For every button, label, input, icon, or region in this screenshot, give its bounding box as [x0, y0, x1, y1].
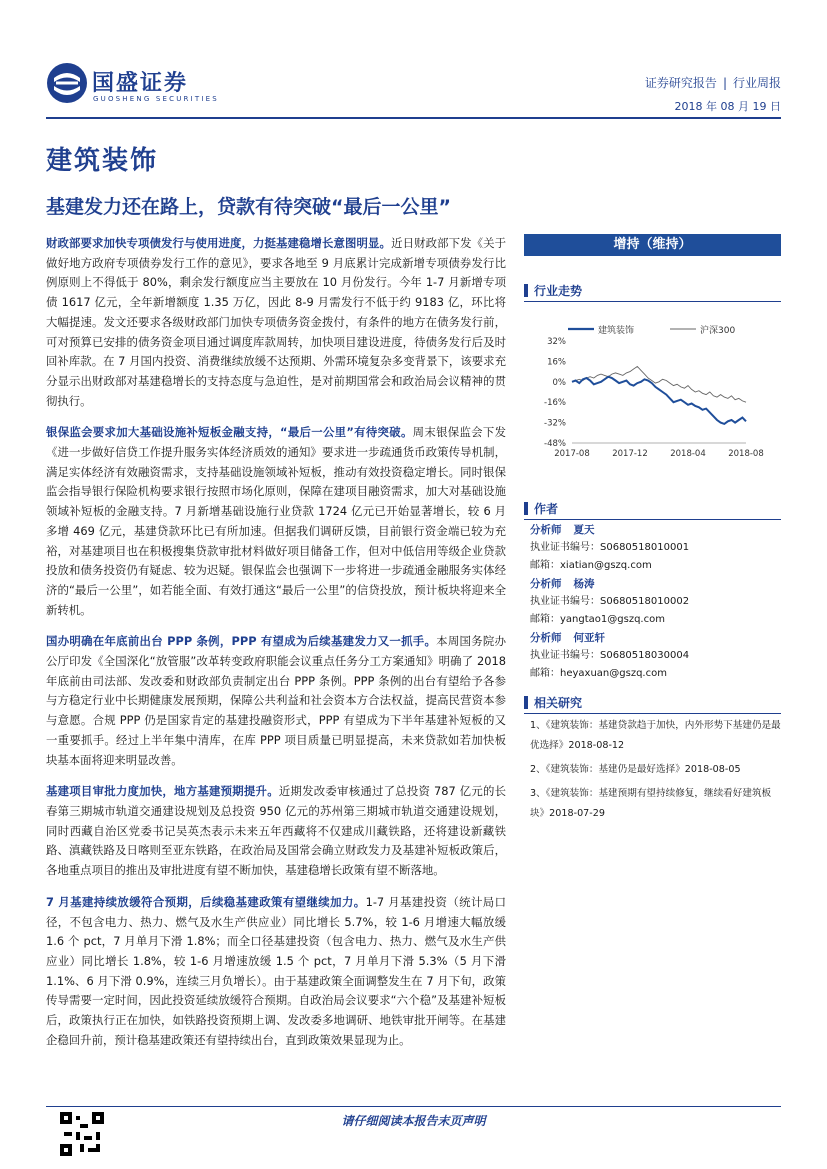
paragraph-lead: 7 月基建持续放缓符合预期，后续稳基建政策有望继续加力。 — [46, 894, 366, 909]
paragraph-body: 1-7 月基建投资（统计局口径，不包含电力、热力、燃气及水生产供应业）同比增长 5.7%，较 1-6 月增速大幅放缓 1.6 个 pct，7 月单月下滑 1.8%；而全口径基建投资（包含电力、热力、燃气及水生产供应业）同比增长 1.8%，较 1-6 月增速放缓 1.5 个 pct，7 月单月下滑 5.3%（5 月下滑 1.1%、6 月下滑 0.9%，连续三月负增长）。由于基建政策全面调整发生在 7 月下旬，政策传导需要一定时间，因此投资延续放缓符合预期。自政治局会议要求“六个稳”及基建补短板后，政策执行正在加快，如铁路投资预期上调、发改委多地调研、地铁审批开闸等。在基建企稳回升前，预计稳基建政策还有望持续出台，直到政策效果显现为止。 — [46, 894, 506, 1047]
author-role: 分析师 — [530, 578, 562, 590]
related-item[interactable]: 3、《建筑装饰：基建预期有望持续修复，继续看好建筑板块》2018-07-29 — [530, 788, 772, 819]
heading-underline — [524, 713, 781, 714]
author-name-row — [530, 575, 780, 593]
report-body — [46, 234, 506, 1062]
authors-heading-label: 作者 — [534, 502, 559, 516]
author-name: 何亚轩 — [573, 632, 605, 644]
author-block — [530, 575, 780, 629]
paragraph-body: 周末银保监会下发《进一步做好信贷工作提升服务实体经济质效的通知》要求进一步疏通货币政策传导机制，满足实体经济有效融资需求，支持基础设施领域补短板，推动有效投资稳定增长。同时银保监会指导银行保险机构要求银行按照市场化原则，保障在建项目融资需求，加大对基础设施领域补短板的金融支持。7 月新增基础设施行业贷款 1724 亿元已开始显著增长，较 6 月多增 469 亿元，基建贷款环比已有所加速。但据我们调研反馈，目前银行资金端已较为充裕，对基建项目也在积极搜集贷款审批材料做好项目储备工作，但对中低信用等级企业贷款投放和债务投资仍有疑虑、较为迟疑。银保监会也强调下一步将进一步疏通金融服务实体经济的“最后一公里”，如若能全面、有效打通这“最后一公里”的信贷投放，预计板块将迎来全新转机。 — [46, 425, 506, 617]
paragraph — [46, 782, 506, 881]
y-tick-label: 16% — [547, 357, 566, 368]
paragraph — [46, 423, 506, 620]
y-tick-label: 32% — [547, 337, 566, 347]
trend-heading — [524, 282, 781, 299]
author-name-row — [530, 521, 780, 539]
paragraph — [46, 632, 506, 770]
company-logo — [46, 62, 226, 110]
related-heading — [524, 694, 781, 711]
heading-marker — [524, 502, 528, 515]
heading-marker — [524, 696, 528, 709]
paragraph-lead: 财政部要求加快专项债发行与使用进度，力挺基建稳增长意图明显。 — [46, 236, 392, 250]
related-research-list — [530, 716, 782, 828]
report-category — [645, 74, 781, 91]
footer-disclaimer: 请仔细阅读本报告末页声明 — [341, 1114, 486, 1128]
x-tick-label: 2018-08 — [728, 449, 764, 459]
x-tick-label: 2017-08 — [554, 449, 590, 459]
logo-mark-icon — [46, 62, 88, 104]
paragraph — [46, 234, 506, 411]
author-role: 分析师 — [530, 632, 562, 644]
industry-trend-chart — [524, 315, 781, 465]
author-block — [530, 521, 780, 575]
related-item[interactable]: 2、《建筑装饰：基建仍是最好选择》2018-08-05 — [530, 764, 741, 775]
paragraph-lead: 银保监会要求加大基础设施补短板金融支持，“最后一公里”有待突破。 — [46, 425, 413, 440]
heading-marker — [524, 284, 528, 297]
rating-badge: 增持（维持） — [524, 234, 781, 256]
chart-legend — [568, 324, 735, 336]
paragraph-lead: 国办明确在年底前出台 PPP 条例，PPP 有望成为后续基建发力又一抓手。 — [46, 634, 437, 649]
y-tick-label: -16% — [544, 398, 566, 409]
related-heading-label: 相关研究 — [534, 696, 583, 710]
author-email[interactable]: 邮箱：xiatian@gszq.com — [530, 560, 652, 571]
sector-title: 建筑装饰 — [46, 146, 159, 176]
author-name: 杨涛 — [573, 578, 595, 590]
report-type: 证券研究报告 — [644, 76, 717, 90]
author-license: 执业证书编号：S0680518030004 — [530, 650, 690, 661]
series-line-index — [572, 367, 746, 403]
y-tick-label: -32% — [544, 418, 566, 429]
series-line-sector — [572, 377, 746, 424]
x-tick-label: 2017-12 — [612, 449, 648, 459]
brand-name: 国盛证券 — [92, 70, 189, 96]
authors-heading — [524, 500, 781, 517]
author-license: 执业证书编号：S0680518010001 — [530, 542, 690, 553]
report-title: 基建发力还在路上，贷款有待突破“最后一公里” — [46, 196, 451, 218]
paragraph — [46, 893, 506, 1051]
chart-x-axis — [554, 443, 764, 459]
header-separator: | — [722, 76, 727, 90]
paragraph-body: 近日财政部下发《关于做好地方政府专项债券发行工作的意见》，要求各地至 9 月底累计完成新增专项债券发行比例原则上不得低于 80%，剩余发行额度应当主要放在 10 月份发行。今年 1-7 月新增专项债 1617 亿元，全年新增额度 1.35 万亿，因此 8-9 月需发行不低于约 9183 亿，环比将大幅提速。发文还要求各级财政部门加快专项债务资金拨付，有条件的地方在债务发行前，可对预算已安排的债务资金项目通过调度库款周转，加快项目建设进度，待债务发行后及时回补库款。在 7 月国内投资、消费继续放缓不达预期、外需环境复杂多变背景下，该要求充分显示出财政部对基建稳增长的支持态度与急迫性，是对前期国常会和政治局会议精神的贯彻执行。 — [46, 236, 506, 408]
author-role: 分析师 — [530, 524, 562, 536]
author-block — [530, 629, 780, 683]
paragraph-body: 近期发改委审核通过了总投资 787 亿元的长春第三期城市轨道交通建设规划及总投资 950 亿元的苏州第三期城市轨道交通建设规划，同时西藏自治区党委书记吴英杰表示未来五年西藏将不仅建成川藏铁路，还将建设新藏铁路、滇藏铁路及日喀则至亚东铁路，在政治局及国常会确立财政发力及基建补短板政策后，各地重点项目的推出及审批进度有望不断加快，基建稳增长政策有望不断落地。 — [46, 784, 506, 878]
author-name-row — [530, 629, 780, 647]
chart-y-axis — [544, 337, 566, 449]
x-tick-label: 2018-04 — [670, 449, 706, 459]
author-list — [530, 521, 780, 683]
paragraph-lead: 基建项目审批力度加快，地方基建预期提升。 — [46, 784, 279, 799]
paragraph-body: 本周国务院办公厅印发《全国深化“放管服”改革转变政府职能会议重点任务分工方案通知》明确了 2018 年底前由司法部、发改委和财政部负责制定出台 PPP 条例。PPP 条例的出台有望给予各参与方稳定行业中长期健康发展预期，保障公共利益和社会资本方合法权益，提高民营资本参与意愿。合规 PPP 仍是国家肯定的基建投融资形式，PPP 有望成为下半年基建补短板的又一重要抓手。经过上半年集中清库，在库 PPP 项目质量已明显提高，未来贷款如若加快板块基本面将迎来明显改善。 — [46, 634, 506, 767]
footer-divider — [46, 1106, 781, 1107]
heading-underline — [524, 519, 781, 520]
report-kind: 行业周报 — [732, 76, 781, 90]
legend-label: 建筑装饰 — [598, 326, 635, 336]
chart-series — [572, 367, 746, 424]
header-divider — [46, 117, 781, 119]
author-email[interactable]: 邮箱：heyaxuan@gszq.com — [530, 668, 667, 679]
heading-underline — [524, 301, 781, 302]
author-license: 执业证书编号：S0680518010002 — [530, 596, 690, 607]
trend-heading-label: 行业走势 — [534, 284, 583, 298]
y-tick-label: 0% — [552, 377, 566, 388]
y-tick-label: -48% — [544, 439, 566, 449]
related-item[interactable]: 1、《建筑装饰：基建贷款趋于加快，内外形势下基建仍是最优选择》2018-08-12 — [530, 720, 781, 751]
legend-label: 沪深300 — [700, 326, 736, 336]
author-email[interactable]: 邮箱：yangtao1@gszq.com — [530, 614, 665, 625]
brand-name-en: GUOSHENG SECURITIES — [93, 95, 219, 103]
report-date: 2018 年 08 月 19 日 — [674, 100, 781, 113]
author-name: 夏天 — [573, 524, 595, 536]
